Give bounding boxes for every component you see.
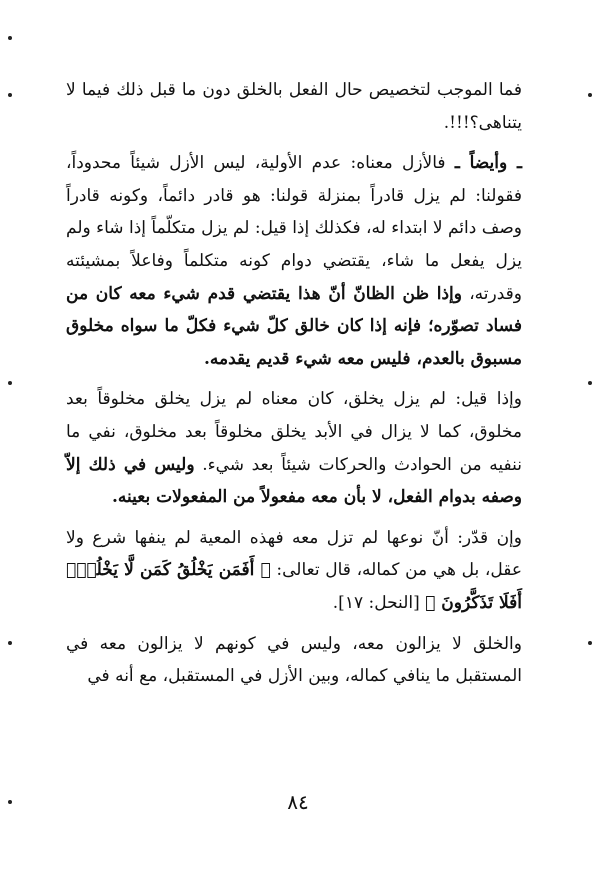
paragraph-4-body: وإن قدّر: أنّ نوعها لم تزل معه فهذه المعية لم ينفها شرع ولا عقل، بل هي من كماله، قال تعالى: (66, 527, 523, 581)
paragraph-2-emphasis: وإذا ظن الظانّ أنّ هذا يقتضي قدم شيء معه كان من فساد تصوّره؛ فإنه إذا كان خالق كلّ شيء فكلّ ما سواه مخلوق مسبوق بالعدم، فليس معه شيء قديم يقدمه. (66, 283, 522, 369)
scan-mark (8, 36, 12, 40)
paragraph-1 (66, 74, 522, 139)
scan-mark (8, 381, 12, 385)
paragraph-1-text: فما الموجب لتخصيص حال الفعل بالخلق دون ما قبل ذلك فيما لا يتناهى؟!!!. (66, 80, 522, 133)
paragraph-5-body: والخلق لا يزالون معه، وليس في كونهم لا يزالون معه في المستقبل ما ينافي كماله، وبين الأزل في المستقبل، مع أنه في (66, 633, 522, 687)
scan-mark (588, 641, 592, 645)
paragraph-3-body: وإذا قيل: لم يزل يخلق، كان معناه لم يزل يخلق مخلوقاً بعد مخلوق، كما لا يزال في الأبد يخلق مخلوقاً بعد مخلوق، نفي ما ننفيه من الحوادث والحركات شيئاً بعد شيء. (66, 389, 522, 475)
scan-mark (8, 93, 12, 97)
paragraph-3-emphasis: وليس في ذلك إلاّ وصفه بدوام الفعل، لا بأن معه مفعولاً من المفعولات بعينه. (66, 454, 522, 508)
paragraph-5 (66, 628, 522, 693)
page-number: ٨٤ (287, 790, 309, 814)
scan-mark (8, 800, 12, 804)
scan-mark (588, 93, 592, 97)
quran-verse: ﴿ أَفَمَن يَخْلُقُ كَمَن لَّا يَخْلُقُۚ أَفَلَا تَذَكَّرُونَ ﴾ (66, 560, 522, 613)
paragraph-2-lead: ـ وأيضاً ـ (454, 153, 522, 174)
verse-reference: [النحل: ١٧]. (332, 592, 426, 613)
paragraph-2 (66, 147, 522, 375)
paragraph-2-body: فالأزل معناه: عدم الأولية، ليس الأزل شيئاً محدوداً، فقولنا: لم يزل قادراً بمنزلة قولنا: هو قادر دائماً، وكونه قادراً وصف دائم لا ابتداء له، فكذلك إذا قيل: لم يزل متكلّماً إذا شاء ولم يزل يفعل ما شاء، يقتضي دوام كونه متكلماً وفاعلاً بمشيئته وقدرته، (66, 153, 522, 304)
page-body (66, 74, 522, 693)
scan-mark (8, 641, 12, 645)
paragraph-3 (66, 383, 522, 513)
scan-mark (588, 381, 592, 385)
paragraph-4 (66, 522, 522, 620)
